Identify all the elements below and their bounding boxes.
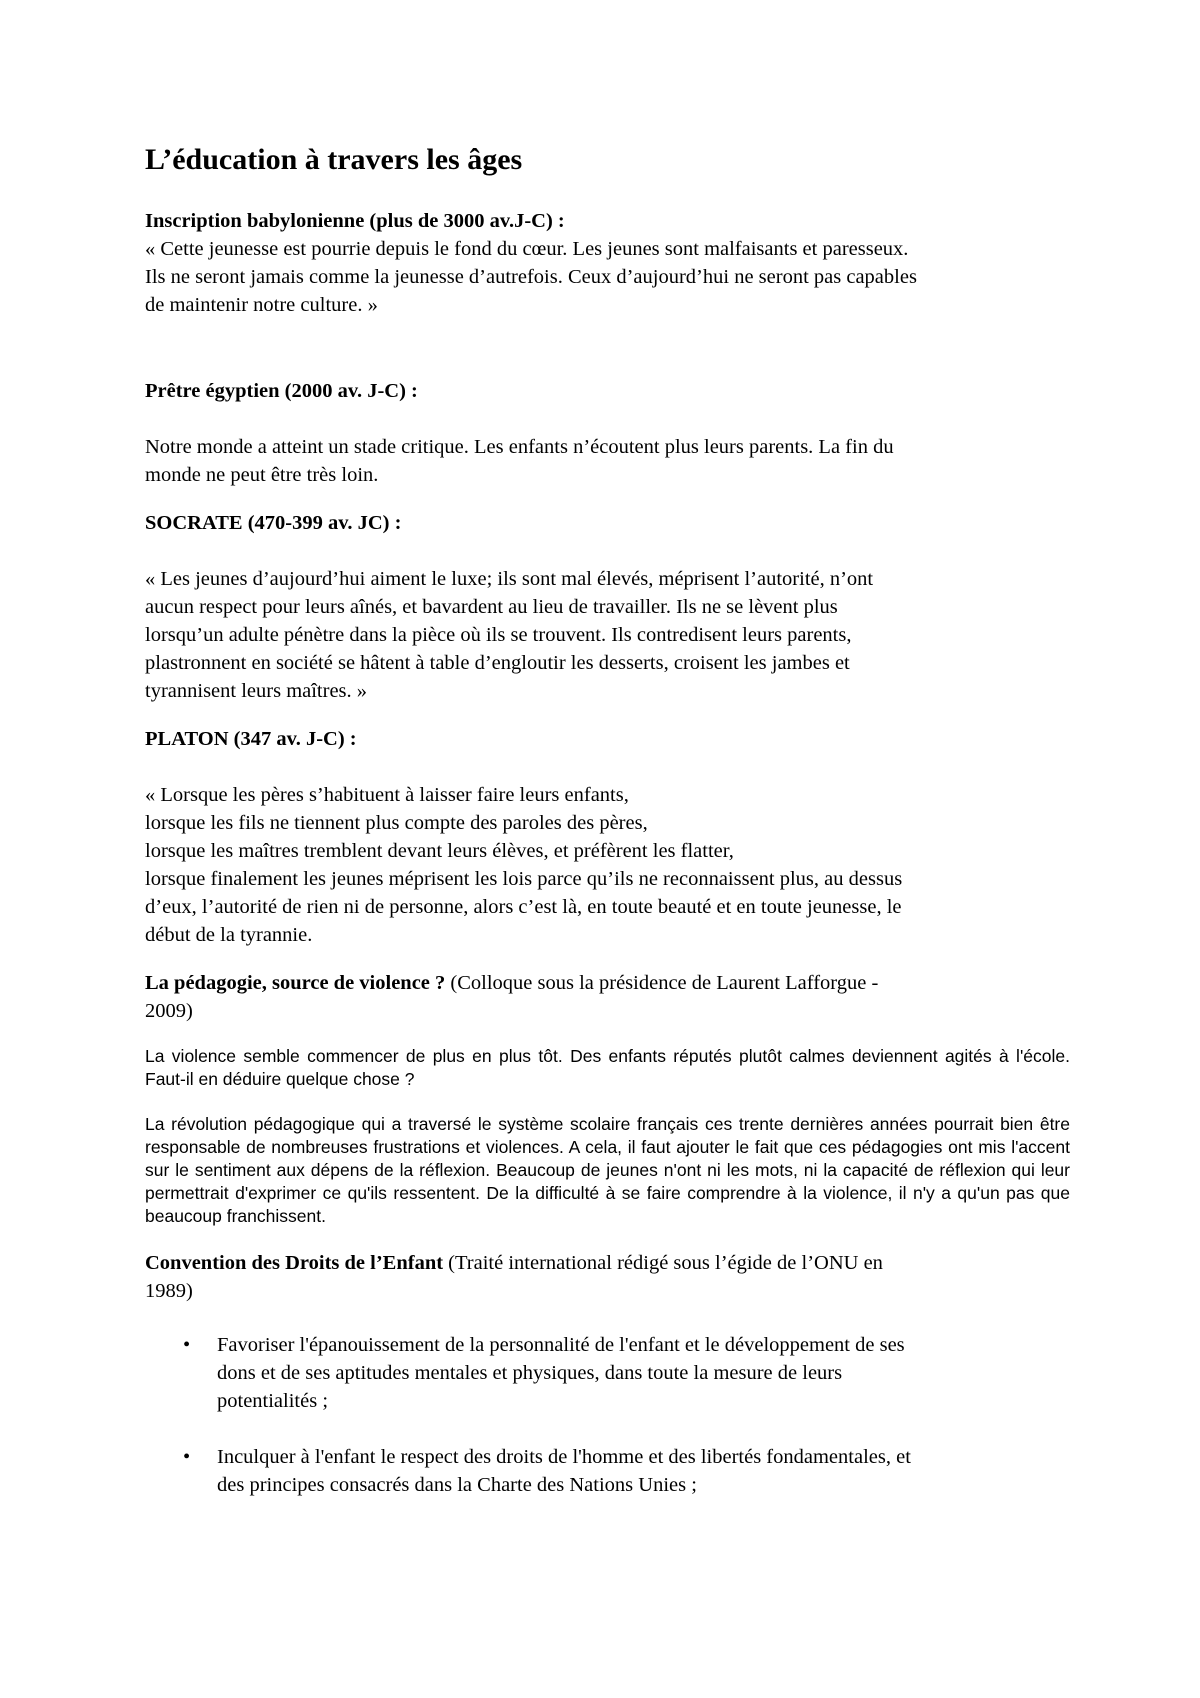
text-line: La violence semble commencer de plus en plus tôt. Des enfants réputés plutôt calmes deviennent: [145, 1046, 938, 1066]
text-line: ces pédagogies ont mis l'accent sur le sentiment aux dépens de la réflexion. Beaucoup de jeunes: [145, 1137, 1070, 1180]
text-line: Notre monde a atteint un stade critique. Les enfants n’écoutent plus leurs parents. La fin du: [145, 436, 894, 458]
text-line: agités à l'école. Faut-il en déduire quelque chose ?: [145, 1046, 1070, 1089]
pedagogie-heading: La pédagogie, source de violence ?: [145, 972, 446, 994]
babylon-quote: [145, 235, 1070, 319]
socrate-quote: [145, 565, 1070, 705]
egypt-heading: Prêtre égyptien (2000 av. J-C) :: [145, 380, 418, 402]
text-line: début de la tyrannie.: [145, 924, 313, 946]
text-line: potentialités ;: [217, 1390, 329, 1412]
text-line: des principes consacrés dans la Charte des Nations Unies ;: [217, 1474, 697, 1496]
convention-bullet-list: [145, 1331, 1070, 1499]
convention-note: (Traité international rédigé sous l’égide de l’ONU en: [443, 1252, 883, 1274]
platon-quote: [145, 781, 1070, 949]
text-line: « Cette jeunesse est pourrie depuis le fond du cœur. Les jeunes sont malfaisants et paresseux.: [145, 238, 909, 260]
bullet-icon: •: [183, 1446, 191, 1468]
pedagogie-paragraph-2: [145, 1113, 1070, 1228]
text-line: aucun respect pour leurs aînés, et bavardent au lieu de travailler. Ils ne se lèvent plus: [145, 596, 838, 618]
list-item: [145, 1331, 1070, 1415]
convention-note-year: 1989): [145, 1280, 193, 1302]
text-line: de maintenir notre culture. »: [145, 294, 378, 316]
text-line: « Lorsque les pères s’habituent à laisser faire leurs enfants,: [145, 784, 629, 806]
babylon-heading: Inscription babylonienne (plus de 3000 av.J-C) :: [145, 210, 565, 232]
pedagogie-paragraph-1: [145, 1045, 1070, 1091]
text-line: Ils ne seront jamais comme la jeunesse d’autrefois. Ceux d’aujourd’hui ne seront pas capables: [145, 266, 917, 288]
bullet-icon: •: [183, 1334, 191, 1356]
text-line: Inculquer à l'enfant le respect des droits de l'homme et des libertés fondamentales, et: [217, 1446, 911, 1468]
pedagogie-note: (Colloque sous la présidence de Laurent Lafforgue -: [445, 972, 879, 994]
text-line: « Les jeunes d’aujourd’hui aiment le luxe; ils sont mal élevés, méprisent l’autorité, n’ont: [145, 568, 874, 590]
text-line: tyrannisent leurs maîtres. »: [145, 680, 368, 702]
convention-heading: Convention des Droits de l’Enfant: [145, 1252, 444, 1274]
list-item: [145, 1443, 1070, 1499]
platon-heading: PLATON (347 av. J-C) :: [145, 728, 357, 750]
text-line: La révolution pédagogique qui a traversé le système scolaire français ces trente dernières années: [145, 1114, 928, 1134]
text-line: lorsque les maîtres tremblent devant leurs élèves, et préfèrent les flatter,: [145, 840, 734, 862]
document-title: L’éducation à travers les âges: [145, 143, 523, 176]
text-line: lorsque finalement les jeunes méprisent les lois parce qu’ils ne reconnaissent plus, au dessus: [145, 868, 903, 890]
text-line: Favoriser l'épanouissement de la personnalité de l'enfant et le développement de ses: [217, 1334, 905, 1356]
pedagogie-note-year: 2009): [145, 1000, 193, 1022]
socrate-heading: SOCRATE (470-399 av. JC) :: [145, 512, 402, 534]
text-line: plastronnent en société se hâtent à table d’engloutir les desserts, croisent les jambes et: [145, 652, 850, 674]
text-line: n'ont ni les mots, ni la capacité de réflexion qui leur permettrait d'exprimer ce qu'ils ressentent. De la: [145, 1160, 1070, 1203]
text-line: difficulté à se faire comprendre à la violence, il n'y a qu'un pas que beaucoup franchissent.: [145, 1183, 1070, 1226]
text-line: lorsqu’un adulte pénètre dans la pièce où ils se trouvent. Ils contredisent leurs parents,: [145, 624, 852, 646]
egypt-quote: [145, 433, 1070, 489]
text-line: pourrait bien être responsable de nombreuses frustrations et violences. A cela, il faut ajouter le fait que: [145, 1114, 1070, 1157]
text-line: dons et de ses aptitudes mentales et physiques, dans toute la mesure de leurs: [217, 1362, 843, 1384]
text-line: lorsque les fils ne tiennent plus compte des paroles des pères,: [145, 812, 648, 834]
text-line: monde ne peut être très loin.: [145, 464, 379, 486]
pedagogie-heading-line: [145, 969, 1070, 1025]
convention-heading-line: [145, 1249, 1070, 1305]
text-line: d’eux, l’autorité de rien ni de personne, alors c’est là, en toute beauté et en toute jeunesse, le: [145, 896, 902, 918]
